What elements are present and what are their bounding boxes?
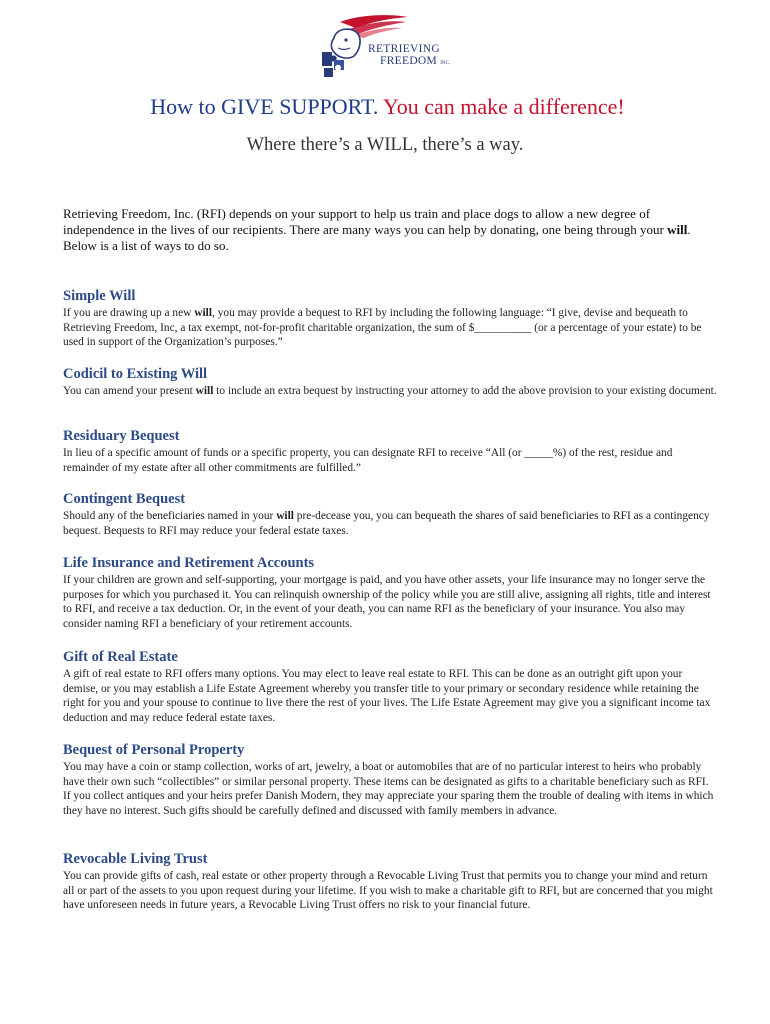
logo-inc: INC.: [440, 61, 451, 66]
section-body-bold: will: [276, 510, 294, 522]
section-body: [63, 667, 718, 725]
logo-line1: RETRIEVING: [368, 43, 440, 55]
section-heading: Residuary Bequest: [63, 428, 180, 444]
intro-text-bold: will: [667, 222, 688, 237]
intro-text-after: . Below is a list of ways to do so.: [63, 222, 691, 253]
intro-paragraph: [63, 206, 713, 254]
section-heading: Gift of Real Estate: [63, 649, 178, 665]
logo-line2: FREEDOM: [380, 55, 438, 67]
section-heading: Revocable Living Trust: [63, 851, 208, 867]
section-body-bold: will: [195, 385, 214, 397]
section-body-text: Should any of the beneficiaries named in your: [63, 510, 277, 522]
section-body: [63, 573, 718, 631]
section-body-text: You may have a coin or stamp collection, works of art, jewelry, a boat or automobiles that are of no particular interest to heirs who probably have their own such “collectibles” or similar personal property. These items can be designated as gifts to a charitable beneficiary such as RFI. If you collect antiques and your heirs prefer Danish Modern, they may appreciate your sparing them the trouble of dealing with items in which they have no interest. Such gifts should be carefully defined and discussed with family members in advance.: [63, 761, 714, 817]
section-body-bold: will: [194, 307, 212, 319]
section-body-text: pre-decease you, you can bequeath the shares of said beneficiaries to RFI as a contingency bequest. Bequests to RFI may reduce your federal estate taxes.: [63, 510, 710, 537]
section-body-text: , you may provide a bequest to RFI by including the following language: “I give, devise and bequeath to Retrieving Freedom, Inc, a tax exempt, not-for-profit charitable organization, the sum of $__________ (or a percentage of your estate) to be used in support of the Organization’s purposes.”: [63, 307, 702, 349]
section-personal-property: [63, 741, 718, 818]
section-body-text: In lieu of a specific amount of funds or a specific property, you can designate RFI to receive “All (or _____%) of the rest, residue and remainder of my estate after all other commitments are fulfilled.”: [63, 447, 673, 474]
logo-text: [368, 43, 450, 70]
section-codicil: [63, 365, 718, 399]
section-life-insurance: [63, 554, 718, 631]
section-living-trust: [63, 850, 718, 913]
section-simple-will: [63, 287, 718, 350]
intro-text-before: Retrieving Freedom, Inc. (RFI) depends on your support to help us train and place dogs to allow a new degree of independence in the lives of our recipients. There are many ways you can help by donating, one being through your: [63, 206, 668, 237]
section-body: [63, 446, 718, 475]
section-body-text: You can provide gifts of cash, real estate or other property through a Revocable Living Trust that permits you to change your mind and return all or part of the assets to you upon request during your lifetime. If you wish to make a charitable gift to RFI, but are concerned that you might have unforeseen needs in future years, a Revocable Living Trust offers no risk to your financial future.: [63, 870, 713, 912]
section-body: [63, 869, 718, 913]
section-body: [63, 509, 718, 538]
section-body-text: If you are drawing up a new: [63, 307, 195, 319]
page-title: [0, 93, 770, 121]
section-heading: Codicil to Existing Will: [63, 366, 208, 382]
section-heading: Life Insurance and Retirement Accounts: [63, 555, 315, 571]
section-body: [63, 306, 718, 350]
section-body: [63, 384, 718, 399]
title-give-support: How to GIVE SUPPORT.: [150, 94, 379, 119]
section-body-text: A gift of real estate to RFI offers many options. You may elect to leave real estate to RFI. This can be done as an outright gift upon your demise, or you may establish a Life Estate Agreement whereby you transfer title to your primary or secondary residence while retaining the right for you and your spouse to continue to live there the rest of your lives. The Life Estate Agreement may give you a significant income tax deduction and may reduce federal estate taxes.: [63, 668, 711, 724]
section-body-text: If your children are grown and self-supporting, your mortgage is paid, and you have other assets, your life insurance may no longer serve the purposes for which you purchased it. You can relinquish ownership of the policy while you are still alive, assigning all rights, title and interest to RFI, and receive a tax deduction. Or, in the event of your death, you can name RFI as the beneficiary of your insurance. You also may consider naming RFI a beneficiary of your retirement accounts.: [63, 574, 711, 630]
section-heading: Simple Will: [63, 288, 136, 304]
section-heading: Contingent Bequest: [63, 491, 186, 507]
section-heading: Bequest of Personal Property: [63, 742, 245, 758]
section-body-text: You can amend your present: [63, 385, 196, 397]
section-contingent-bequest: [63, 490, 718, 538]
page-subtitle: Where there’s a WILL, there’s a way.: [246, 135, 524, 155]
section-real-estate: [63, 648, 718, 725]
section-body-text: to include an extra bequest by instructing your attorney to add the above provision to your existing document.: [213, 385, 717, 397]
title-make-difference: You can make a difference!: [378, 94, 625, 119]
section-residuary-bequest: [63, 427, 718, 475]
section-body: [63, 760, 718, 818]
